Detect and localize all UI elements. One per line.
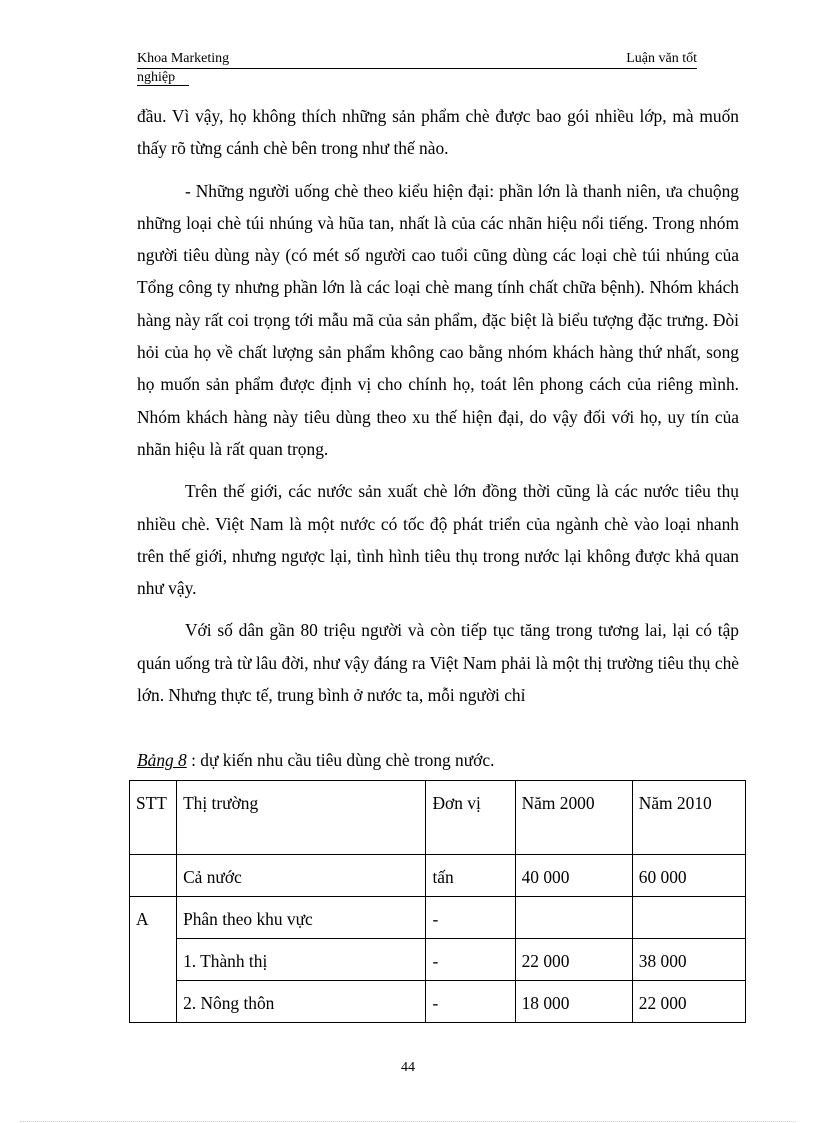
- paragraph: - Những người uống chè theo kiểu hiện đại: phần lớn là thanh niên, ưa chuộng những loại chè túi nhúng và hũa tan, nhất là của các nhãn hiệu nổi tiếng. Trong nhóm người tiêu dùng này (có mét số người cao tuổi cũng dùng các loại chè túi nhúng của Tổng công ty nhưng phần lớn là các loại chè mang tính chất chữa bệnh). Nhóm khách hàng này rất coi trọng tới mẫu mã của sản phẩm, đặc biệt là biểu tượng đặc trưng. Đòi hỏi của họ về chất lượng sản phẩm không cao bằng nhóm khách hàng thứ nhất, song họ muốn sản phẩm được định vị cho chính họ, toát lên phong cách của riêng mình. Nhóm khách hàng này tiêu dùng theo xu thế hiện đại, do vậy đối với họ, uy tín của nhãn hiệu là rất quan trọng.: [137, 180, 739, 459]
- table-cell: 40 000: [515, 855, 632, 897]
- paragraph: đầu. Vì vậy, họ không thích những sản phẩm chè được bao gói nhiều lớp, mà muốn thấy rõ từng cánh chè bên trong như thế nào.: [137, 106, 739, 159]
- table-cell: -: [426, 981, 515, 1023]
- table-cell: Cả nước: [177, 855, 426, 897]
- table-cell: 18 000: [515, 981, 632, 1023]
- header-cell-unit: Đơn vị: [426, 781, 515, 855]
- body-text: [137, 100, 739, 711]
- table-cell: -: [426, 939, 515, 981]
- page-number: 44: [401, 1060, 415, 1075]
- table-cell: [130, 855, 177, 897]
- consumption-forecast-table: [129, 780, 746, 1023]
- header-row-continuation: [137, 69, 697, 87]
- header-thesis-title: Luận văn tốt: [626, 51, 697, 66]
- table-row: [130, 939, 746, 981]
- table-caption-label: Bảng 8: [137, 750, 187, 770]
- table-cell: A: [130, 897, 177, 1023]
- table-cell: 2. Nông thôn: [177, 981, 426, 1023]
- table-caption-text: : dự kiến nhu cầu tiêu dùng chè trong nước.: [186, 750, 495, 770]
- table-cell: [632, 897, 745, 939]
- table-cell: [515, 897, 632, 939]
- table-header-row: [130, 781, 746, 855]
- header-faculty: Khoa Marketing: [137, 51, 230, 66]
- table-cell: tấn: [426, 855, 515, 897]
- header-cell-stt: STT: [130, 781, 177, 855]
- table-row: [130, 981, 746, 1023]
- header-cell-year-2000: Năm 2000: [515, 781, 632, 855]
- table-cell: 22 000: [632, 981, 745, 1023]
- header-cell-year-2010: Năm 2010: [632, 781, 745, 855]
- header-thesis-title-continuation: nghiệp: [137, 70, 189, 86]
- page-bottom-divider: [20, 1121, 796, 1122]
- table-cell: 1. Thành thị: [177, 939, 426, 981]
- page-header: [137, 50, 697, 87]
- table-cell: 22 000: [515, 939, 632, 981]
- header-row: [137, 50, 697, 69]
- table-cell: Phân theo khu vực: [177, 897, 426, 939]
- table-cell: -: [426, 897, 515, 939]
- paragraph: Với số dân gần 80 triệu người và còn tiếp tục tăng trong tương lai, lại có tập quán uống trà từ lâu đời, như vậy đáng ra Việt Nam phải là một thị trường tiêu thụ chè lớn. Nhưng thực tế, trung bình ở nước ta, mỗi người chỉ: [137, 620, 739, 706]
- table-row: [130, 855, 746, 897]
- table-cell: 38 000: [632, 939, 745, 981]
- table-caption: [137, 748, 494, 772]
- table-row: [130, 897, 746, 939]
- header-cell-market: Thị trường: [177, 781, 426, 855]
- paragraph: Trên thế giới, các nước sản xuất chè lớn đồng thời cũng là các nước tiêu thụ nhiều chè. Việt Nam là một nước có tốc độ phát triển của ngành chè vào loại nhanh trên thế giới, nhưng ngược lại, tình hình tiêu thụ trong nước lại không được khả quan như vậy.: [137, 481, 739, 599]
- table-cell: 60 000: [632, 855, 745, 897]
